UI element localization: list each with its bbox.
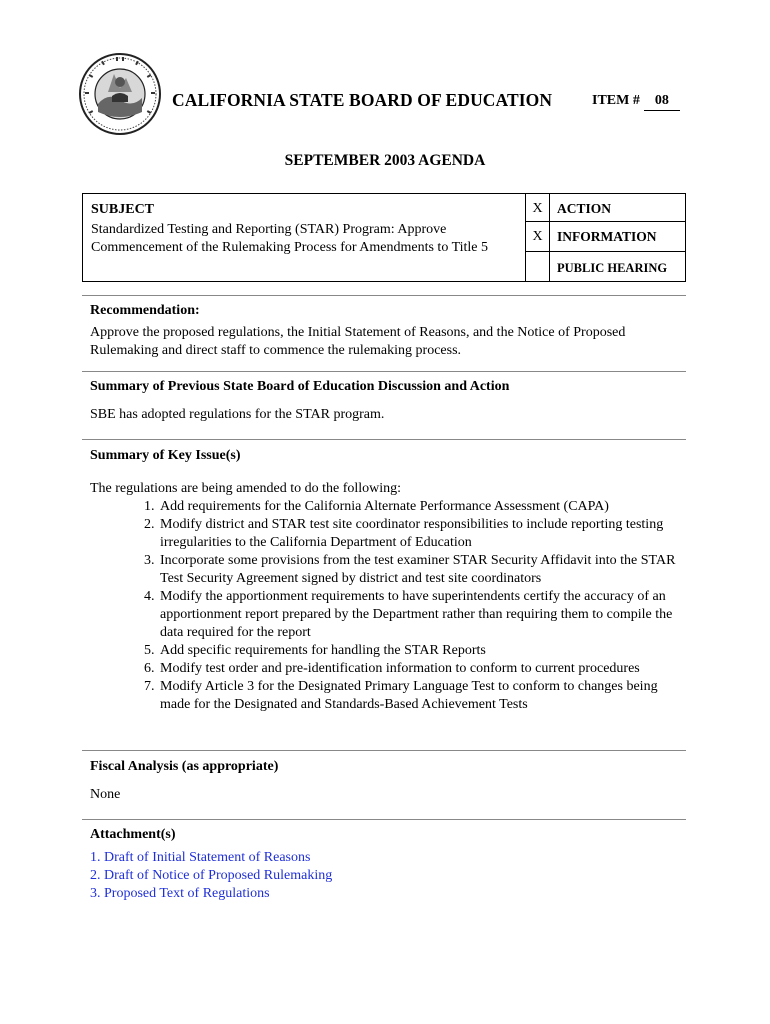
list-item: 4. Modify the apportionment requirements to have superintendents certify the accuracy of an apportionment report prepared by the Department rather than requiring them to compile the data required for the report [158, 588, 682, 642]
list-item: 5. Add specific requirements for handling the STAR Reports [158, 642, 682, 660]
item-number-value: 08 [644, 93, 680, 111]
key-issues-intro: The regulations are being amended to do the following: [90, 481, 402, 496]
attachments-heading: Attachment(s) [90, 827, 176, 842]
row-divider [526, 221, 686, 222]
information-label: INFORMATION [557, 229, 657, 244]
section-divider [82, 439, 686, 440]
key-issues-body [90, 480, 682, 714]
list-item: 1. Add requirements for the California Alternate Performance Assessment (CAPA) [158, 498, 682, 516]
section-divider [82, 819, 686, 820]
action-mark: X [532, 201, 543, 216]
action-label: ACTION [557, 201, 612, 216]
fiscal-heading: Fiscal Analysis (as appropriate) [90, 759, 279, 774]
attachment-link-initial-statement[interactable]: 1. Draft of Initial Statement of Reasons [90, 850, 311, 865]
previous-discussion-heading: Summary of Previous State Board of Education Discussion and Action [90, 379, 510, 394]
fiscal-text: None [90, 787, 121, 802]
recommendation-text: Approve the proposed regulations, the Initial Statement of Reasons, and the Notice of Proposed Rulemaking and direct staff to commence the rulemaking process. [90, 325, 626, 358]
public-hearing-label: PUBLIC HEARING [557, 261, 668, 275]
section-divider [82, 295, 686, 296]
list-item: 2. Modify district and STAR test site coordinator responsibilities to include reporting testing irregularities to the California Department of Education [158, 516, 682, 552]
item-number [592, 93, 680, 111]
subject-text: Standardized Testing and Reporting (STAR) Program: Approve Commencement of the Rulemaking Process for Amendments to Title 5 [91, 222, 489, 255]
information-mark: X [532, 229, 543, 244]
subject-table [82, 193, 686, 282]
list-item: 7. Modify Article 3 for the Designated Primary Language Test to conform to changes being made for the Designated and Standards-Based Achievement Tests [158, 678, 682, 714]
section-divider [82, 371, 686, 372]
key-issues-heading: Summary of Key Issue(s) [90, 448, 241, 463]
org-title: CALIFORNIA STATE BOARD OF EDUCATION [172, 90, 553, 110]
recommendation-heading: Recommendation: [90, 303, 200, 318]
subject-heading: SUBJECT [91, 202, 155, 217]
key-issues-list [90, 498, 682, 714]
list-item: 3. Incorporate some provisions from the test examiner STAR Security Affidavit into the STAR Test Security Agreement signed by district and test site coordinators [158, 552, 682, 588]
agenda-title: SEPTEMBER 2003 AGENDA [284, 152, 486, 169]
attachment-link-proposed-text[interactable]: 3. Proposed Text of Regulations [90, 886, 270, 901]
previous-discussion-text: SBE has adopted regulations for the STAR program. [90, 407, 385, 422]
subject-cell [83, 194, 526, 281]
attachment-link-notice[interactable]: 2. Draft of Notice of Proposed Rulemaking [90, 868, 333, 883]
row-divider [526, 251, 686, 252]
attachments-list [90, 849, 332, 903]
list-item: 6. Modify test order and pre-identification information to conform to current procedures [158, 660, 682, 678]
section-divider [82, 750, 686, 751]
item-label: ITEM # [592, 93, 640, 108]
mark-column [526, 194, 550, 281]
state-board-seal-icon [78, 52, 162, 136]
